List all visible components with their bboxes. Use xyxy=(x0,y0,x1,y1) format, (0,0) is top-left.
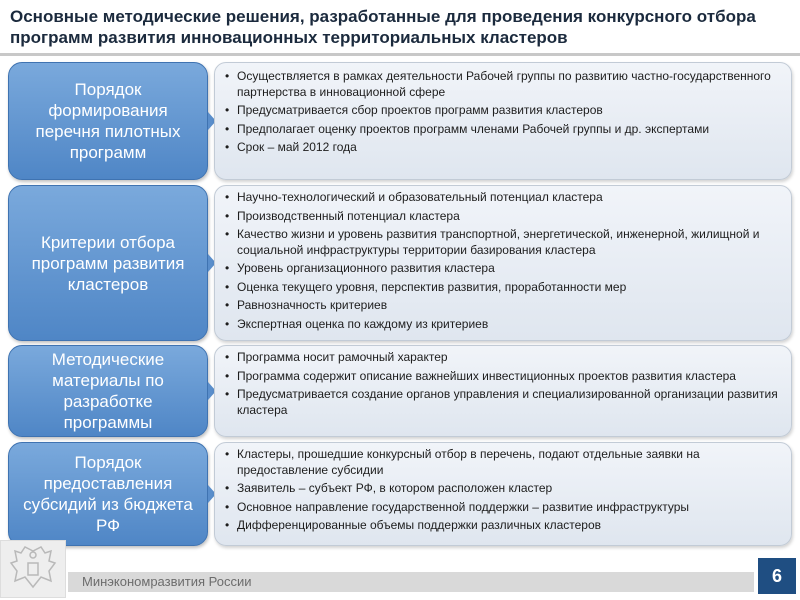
bullet-item: • Предусматривается сбор проектов программ развития кластеров xyxy=(225,103,783,119)
slide-footer xyxy=(0,540,800,600)
bullet-item: • Предусматривается создание органов управления и специализированной организации развития кластера xyxy=(225,387,783,418)
bullet-item: • Основное направление государственной поддержки – развитие инфраструктуры xyxy=(225,500,783,516)
section-bullets xyxy=(214,185,792,341)
section-label: Критерии отбора программ развития кластеров xyxy=(31,232,185,294)
section-subsidy-order xyxy=(8,442,792,546)
coat-of-arms-icon xyxy=(0,540,66,598)
bullet-item: • Дифференцированные объемы поддержки различных кластеров xyxy=(225,518,783,534)
bullet-item: • Научно-технологический и образовательный потенциал кластера xyxy=(225,190,783,206)
section-label-box xyxy=(8,62,208,180)
bullet-item: • Равнозначность критериев xyxy=(225,298,783,314)
ministry-name: Минэкономразвития России xyxy=(82,574,252,589)
bullet-item: • Качество жизни и уровень развития транспортной, энергетической, инженерной, жилищной и социальной инфраструктуры территории базирования кластера xyxy=(225,227,783,258)
slide-header xyxy=(0,0,800,56)
section-label: Порядок формирования перечня пилотных программ xyxy=(35,80,181,162)
section-label-box xyxy=(8,345,208,437)
section-formation-order xyxy=(8,62,792,180)
bullet-item: • Оценка текущего уровня, перспектив развития, проработанности мер xyxy=(225,280,783,296)
bullet-item: • Осуществляется в рамках деятельности Рабочей группы по развитию частно-государственного партнерства в инновационной сфере xyxy=(225,69,783,100)
bullet-item: • Кластеры, прошедшие конкурсный отбор в перечень, подают отдельные заявки на предоставление субсидии xyxy=(225,447,783,478)
section-methodical-materials xyxy=(8,345,792,437)
page-number: 6 xyxy=(758,558,796,594)
section-label-box xyxy=(8,442,208,546)
slide-title: Основные методические решения, разработанные для проведения конкурсного отбора программ развития инновационных территориальных кластеров xyxy=(10,7,756,47)
section-bullets xyxy=(214,442,792,546)
section-bullets xyxy=(214,62,792,180)
bullet-item: • Уровень организационного развития кластера xyxy=(225,261,783,277)
bullet-item: • Срок – май 2012 года xyxy=(225,140,783,156)
bullet-item: • Экспертная оценка по каждому из критериев xyxy=(225,317,783,333)
section-label-box xyxy=(8,185,208,341)
bullet-item: • Производственный потенциал кластера xyxy=(225,209,783,225)
section-bullets xyxy=(214,345,792,437)
section-label: Порядок предоставления субсидий из бюджета РФ xyxy=(23,453,193,535)
bullet-item: • Программа носит рамочный характер xyxy=(225,350,783,366)
section-selection-criteria xyxy=(8,185,792,341)
bullet-item: • Предполагает оценку проектов программ членами Рабочей группы и др. экспертами xyxy=(225,122,783,138)
bullet-item: • Заявитель – субъект РФ, в котором расположен кластер xyxy=(225,481,783,497)
bullet-item: • Программа содержит описание важнейших инвестиционных проектов развития кластера xyxy=(225,369,783,385)
section-label: Методические материалы по разработке программы xyxy=(51,350,165,432)
